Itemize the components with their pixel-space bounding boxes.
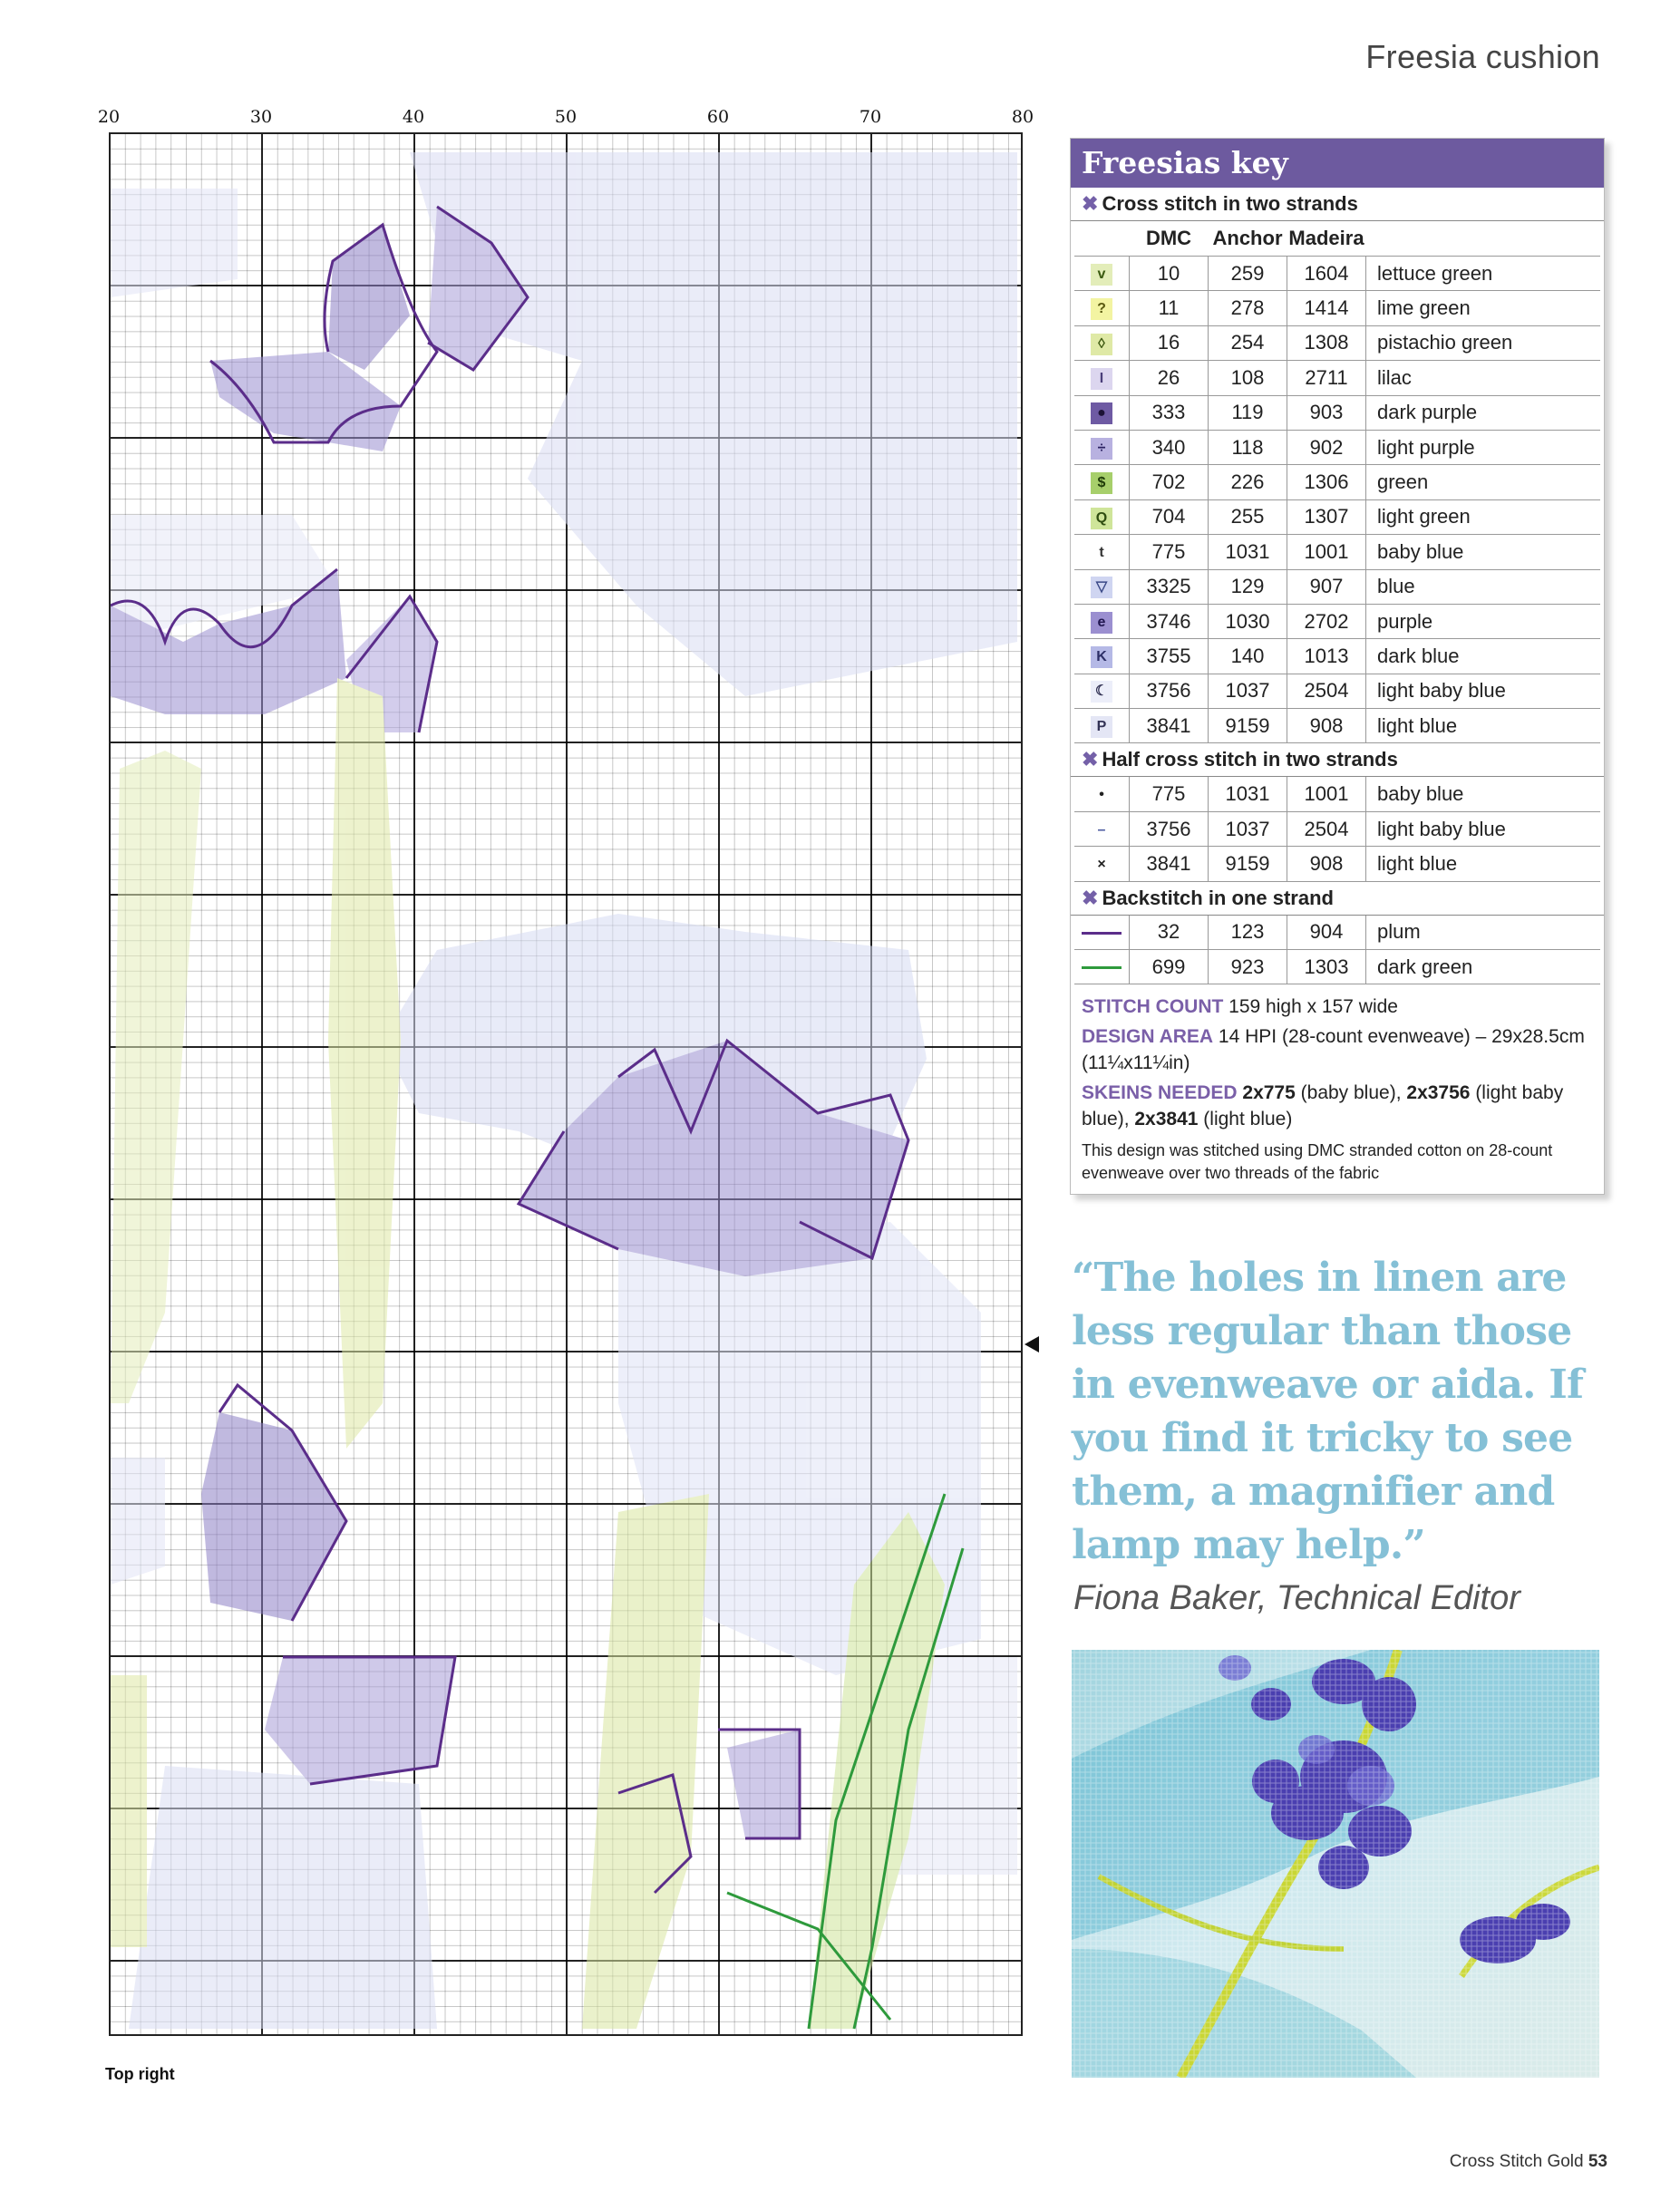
stitch-symbol-icon: K — [1091, 646, 1112, 668]
key-dmc-cell: 26 — [1130, 361, 1209, 395]
green-stems — [582, 1494, 709, 2029]
key-dmc-cell: 699 — [1130, 950, 1209, 984]
key-colour-name-cell: dark green — [1366, 950, 1601, 984]
key-section-cross — [1071, 188, 1604, 221]
key-col-name — [1366, 221, 1601, 257]
key-dmc-cell: 3755 — [1130, 639, 1209, 674]
blue-region — [410, 152, 1017, 696]
skein-name: (light blue) — [1203, 1109, 1293, 1130]
axis-number: 40 — [402, 107, 425, 127]
key-symbol-cell — [1074, 499, 1130, 534]
purple-flower — [210, 352, 401, 451]
stitched-fabric-photo — [1072, 1650, 1599, 2078]
key-row — [1074, 395, 1600, 430]
stitch-symbol-icon: • — [1091, 784, 1112, 806]
key-madeira-cell: 1013 — [1287, 639, 1366, 674]
key-anchor-cell: 9159 — [1209, 709, 1287, 743]
key-madeira-cell: 903 — [1287, 395, 1366, 430]
axis-number: 60 — [706, 107, 730, 127]
key-section-half — [1071, 743, 1604, 777]
key-symbol-cell — [1074, 916, 1130, 950]
key-row — [1074, 430, 1600, 464]
key-row — [1074, 847, 1600, 881]
key-section-label: Backstitch in one strand — [1102, 886, 1334, 909]
stitch-symbol-icon: e — [1091, 612, 1112, 634]
key-dmc-cell: 3841 — [1130, 709, 1209, 743]
key-colour-name-cell: light baby blue — [1366, 674, 1601, 708]
stitch-symbol-icon: ÷ — [1091, 438, 1112, 460]
stitch-symbol-icon: ▽ — [1091, 577, 1112, 598]
key-colour-name-cell: light green — [1366, 499, 1601, 534]
stitch-symbol-icon: – — [1091, 819, 1112, 841]
key-row — [1074, 604, 1600, 638]
key-madeira-cell: 1001 — [1287, 535, 1366, 569]
key-stats — [1071, 984, 1604, 1185]
key-colour-name-cell: plum — [1366, 916, 1601, 950]
green-stems — [111, 751, 201, 1403]
key-title: Freesias key — [1071, 139, 1604, 188]
key-anchor-cell: 1037 — [1209, 811, 1287, 846]
key-anchor-cell: 255 — [1209, 499, 1287, 534]
design-area — [1082, 1023, 1593, 1076]
key-symbol-cell — [1074, 811, 1130, 846]
key-col-dmc: DMC — [1130, 221, 1209, 257]
key-section-label: Half cross stitch in two strands — [1102, 748, 1398, 771]
key-row — [1074, 291, 1600, 325]
key-madeira-cell: 1604 — [1287, 257, 1366, 291]
key-dmc-cell: 11 — [1130, 291, 1209, 325]
key-dmc-cell: 704 — [1130, 499, 1209, 534]
key-colour-name-cell: light purple — [1366, 430, 1601, 464]
key-madeira-cell: 1303 — [1287, 950, 1366, 984]
key-section-label: Cross stitch in two strands — [1102, 192, 1358, 215]
key-madeira-cell: 1414 — [1287, 291, 1366, 325]
green-stems — [328, 678, 401, 1449]
key-symbol-cell — [1074, 430, 1130, 464]
key-madeira-cell: 907 — [1287, 569, 1366, 604]
key-symbol-cell — [1074, 291, 1130, 325]
green-stems — [111, 1675, 147, 1947]
key-anchor-cell: 226 — [1209, 465, 1287, 499]
key-colour-name-cell: dark purple — [1366, 395, 1601, 430]
key-anchor-cell: 1037 — [1209, 674, 1287, 708]
stitch-count — [1082, 994, 1593, 1020]
key-madeira-cell: 2504 — [1287, 674, 1366, 708]
key-symbol-cell — [1074, 257, 1130, 291]
skeins-label: SKEINS NEEDED — [1082, 1082, 1238, 1104]
skein-name: (light baby blue), — [1082, 1082, 1564, 1130]
stitch-symbol-icon: t — [1091, 542, 1112, 564]
chart-center-marker-icon — [1025, 1336, 1039, 1352]
key-madeira-cell: 2504 — [1287, 811, 1366, 846]
key-symbol-cell — [1074, 674, 1130, 708]
key-madeira-cell: 1307 — [1287, 499, 1366, 534]
key-dmc-cell: 340 — [1130, 430, 1209, 464]
magazine-name: Cross Stitch Gold — [1449, 2152, 1584, 2171]
key-madeira-cell: 908 — [1287, 847, 1366, 881]
key-anchor-cell: 254 — [1209, 325, 1287, 360]
key-colour-name-cell: baby blue — [1366, 777, 1601, 811]
axis-number: 30 — [249, 107, 273, 127]
blue-region — [129, 1766, 437, 2029]
stitch-count-value: 159 high x 157 wide — [1228, 996, 1398, 1018]
skein-count: 2x3841 — [1134, 1109, 1199, 1130]
key-symbol-cell — [1074, 395, 1130, 430]
key-row — [1074, 811, 1600, 846]
key-colour-name-cell: baby blue — [1366, 535, 1601, 569]
key-dmc-cell: 3841 — [1130, 847, 1209, 881]
key-colour-name-cell: light blue — [1366, 847, 1601, 881]
key-col-symbol — [1074, 221, 1130, 257]
purple-flower — [727, 1730, 800, 1838]
stitch-symbol-icon: v — [1091, 264, 1112, 286]
key-anchor-cell: 118 — [1209, 430, 1287, 464]
key-colour-name-cell: dark blue — [1366, 639, 1601, 674]
key-row — [1074, 569, 1600, 604]
key-dmc-cell: 333 — [1130, 395, 1209, 430]
skein-name: (baby blue), — [1300, 1082, 1402, 1104]
key-symbol-cell — [1074, 604, 1130, 638]
blue-region — [111, 1458, 165, 1585]
key-symbol-cell — [1074, 950, 1130, 984]
key-colour-name-cell: light baby blue — [1366, 811, 1601, 846]
key-anchor-cell: 1031 — [1209, 535, 1287, 569]
key-colour-name-cell: blue — [1366, 569, 1601, 604]
key-anchor-cell: 923 — [1209, 950, 1287, 984]
key-symbol-cell — [1074, 709, 1130, 743]
backstitch-line-icon — [1082, 966, 1122, 969]
key-row — [1074, 361, 1600, 395]
key-col-madeira: Madeira — [1287, 221, 1366, 257]
key-row — [1074, 535, 1600, 569]
stitch-symbol-icon: × — [1091, 854, 1112, 876]
key-row — [1074, 674, 1600, 708]
key-colour-name-cell: lettuce green — [1366, 257, 1601, 291]
skein-count: 2x3756 — [1406, 1082, 1471, 1104]
cross-icon: ✖ — [1082, 886, 1099, 909]
key-row — [1074, 709, 1600, 743]
key-madeira-cell: 1001 — [1287, 777, 1366, 811]
stitch-symbol-icon: ☾ — [1091, 681, 1112, 703]
key-symbol-cell — [1074, 847, 1130, 881]
stitch-symbol-icon: ? — [1091, 298, 1112, 320]
stitch-symbol-icon: Q — [1091, 508, 1112, 529]
cross-icon: ✖ — [1082, 748, 1099, 771]
key-madeira-cell: 902 — [1287, 430, 1366, 464]
quote-author: Fiona Baker, Technical Editor — [1073, 1579, 1520, 1617]
key-colour-name-cell: pistachio green — [1366, 325, 1601, 360]
key-dmc-cell: 775 — [1130, 777, 1209, 811]
key-anchor-cell: 129 — [1209, 569, 1287, 604]
key-colour-name-cell: purple — [1366, 604, 1601, 638]
skein-count: 2x775 — [1242, 1082, 1296, 1104]
page-number: 53 — [1588, 2152, 1607, 2171]
design-area-value: 14 HPI (28-count evenweave) – 29x28.5cm (11¼x11¼in) — [1082, 1026, 1585, 1074]
key-madeira-cell: 908 — [1287, 709, 1366, 743]
blue-region — [111, 189, 238, 297]
key-col-anchor: Anchor — [1209, 221, 1287, 257]
axis-number: 70 — [859, 107, 882, 127]
stitch-symbol-icon: I — [1091, 368, 1112, 390]
key-dmc-cell: 3756 — [1130, 811, 1209, 846]
key-anchor-cell: 119 — [1209, 395, 1287, 430]
key-madeira-cell: 2711 — [1287, 361, 1366, 395]
key-table-half — [1074, 777, 1600, 881]
key-symbol-cell — [1074, 325, 1130, 360]
key-colour-name-cell: light blue — [1366, 709, 1601, 743]
key-madeira-cell: 904 — [1287, 916, 1366, 950]
key-dmc-cell: 10 — [1130, 257, 1209, 291]
key-anchor-cell: 140 — [1209, 639, 1287, 674]
purple-flower — [265, 1657, 455, 1784]
key-anchor-cell: 108 — [1209, 361, 1287, 395]
key-row — [1074, 465, 1600, 499]
key-header-row — [1074, 221, 1600, 257]
key-symbol-cell — [1074, 535, 1130, 569]
stitch-count-label: STITCH COUNT — [1082, 996, 1224, 1018]
key-row — [1074, 499, 1600, 534]
stitch-symbol-icon: ◊ — [1091, 334, 1112, 355]
key-symbol-cell — [1074, 361, 1130, 395]
stitch-symbol-icon: $ — [1091, 472, 1112, 494]
key-row — [1074, 325, 1600, 360]
page-header-title: Freesia cushion — [1365, 38, 1600, 75]
key-colour-name-cell: green — [1366, 465, 1601, 499]
key-madeira-cell: 1306 — [1287, 465, 1366, 499]
key-anchor-cell: 278 — [1209, 291, 1287, 325]
chart-motif-drawing — [111, 134, 1021, 2034]
backstitch-line-icon — [1082, 932, 1122, 935]
key-symbol-cell — [1074, 777, 1130, 811]
skeins-needed — [1082, 1080, 1593, 1132]
key-table-cross — [1074, 221, 1600, 743]
key-colour-name-cell: lilac — [1366, 361, 1601, 395]
key-table-back — [1074, 916, 1600, 985]
photo-illustration — [1072, 1650, 1599, 2078]
key-anchor-cell: 259 — [1209, 257, 1287, 291]
key-madeira-cell: 1308 — [1287, 325, 1366, 360]
key-dmc-cell: 775 — [1130, 535, 1209, 569]
cross-icon: ✖ — [1082, 192, 1099, 215]
key-anchor-cell: 9159 — [1209, 847, 1287, 881]
key-section-back — [1071, 882, 1604, 916]
chart-caption: Top right — [105, 2065, 175, 2083]
key-anchor-cell: 1030 — [1209, 604, 1287, 638]
key-anchor-cell: 1031 — [1209, 777, 1287, 811]
key-row — [1074, 950, 1600, 984]
key-dmc-cell: 32 — [1130, 916, 1209, 950]
key-symbol-cell — [1074, 465, 1130, 499]
chart-fills — [111, 152, 1017, 2029]
design-area-label: DESIGN AREA — [1082, 1026, 1214, 1048]
page-footer — [1450, 2152, 1607, 2172]
stitch-symbol-icon: P — [1091, 716, 1112, 738]
key-madeira-cell: 2702 — [1287, 604, 1366, 638]
key-dmc-cell: 702 — [1130, 465, 1209, 499]
key-row — [1074, 639, 1600, 674]
key-panel — [1070, 138, 1605, 1195]
purple-flower — [328, 225, 410, 370]
key-colour-name-cell: lime green — [1366, 291, 1601, 325]
key-anchor-cell: 123 — [1209, 916, 1287, 950]
axis-number: 20 — [97, 107, 121, 127]
key-symbol-cell — [1074, 639, 1130, 674]
key-symbol-cell — [1074, 569, 1130, 604]
purple-flower — [201, 1412, 346, 1621]
stitch-symbol-icon: ● — [1091, 402, 1112, 424]
key-dmc-cell: 3325 — [1130, 569, 1209, 604]
key-dmc-cell: 3746 — [1130, 604, 1209, 638]
pull-quote: “The holes in linen are less regular than those in evenweave or aida. If you find it tricky to see them, a magnifier and lamp may help.” — [1072, 1255, 1584, 1568]
key-row — [1074, 777, 1600, 811]
cross-stitch-chart — [109, 132, 1023, 2036]
key-row — [1074, 916, 1600, 950]
axis-number: 80 — [1011, 107, 1034, 127]
key-dmc-cell: 16 — [1130, 325, 1209, 360]
axis-number: 50 — [554, 107, 578, 127]
key-dmc-cell: 3756 — [1130, 674, 1209, 708]
stitch-note: This design was stitched using DMC stranded cotton on 28-count evenweave over two threads of the fabric — [1082, 1141, 1553, 1183]
key-row — [1074, 257, 1600, 291]
